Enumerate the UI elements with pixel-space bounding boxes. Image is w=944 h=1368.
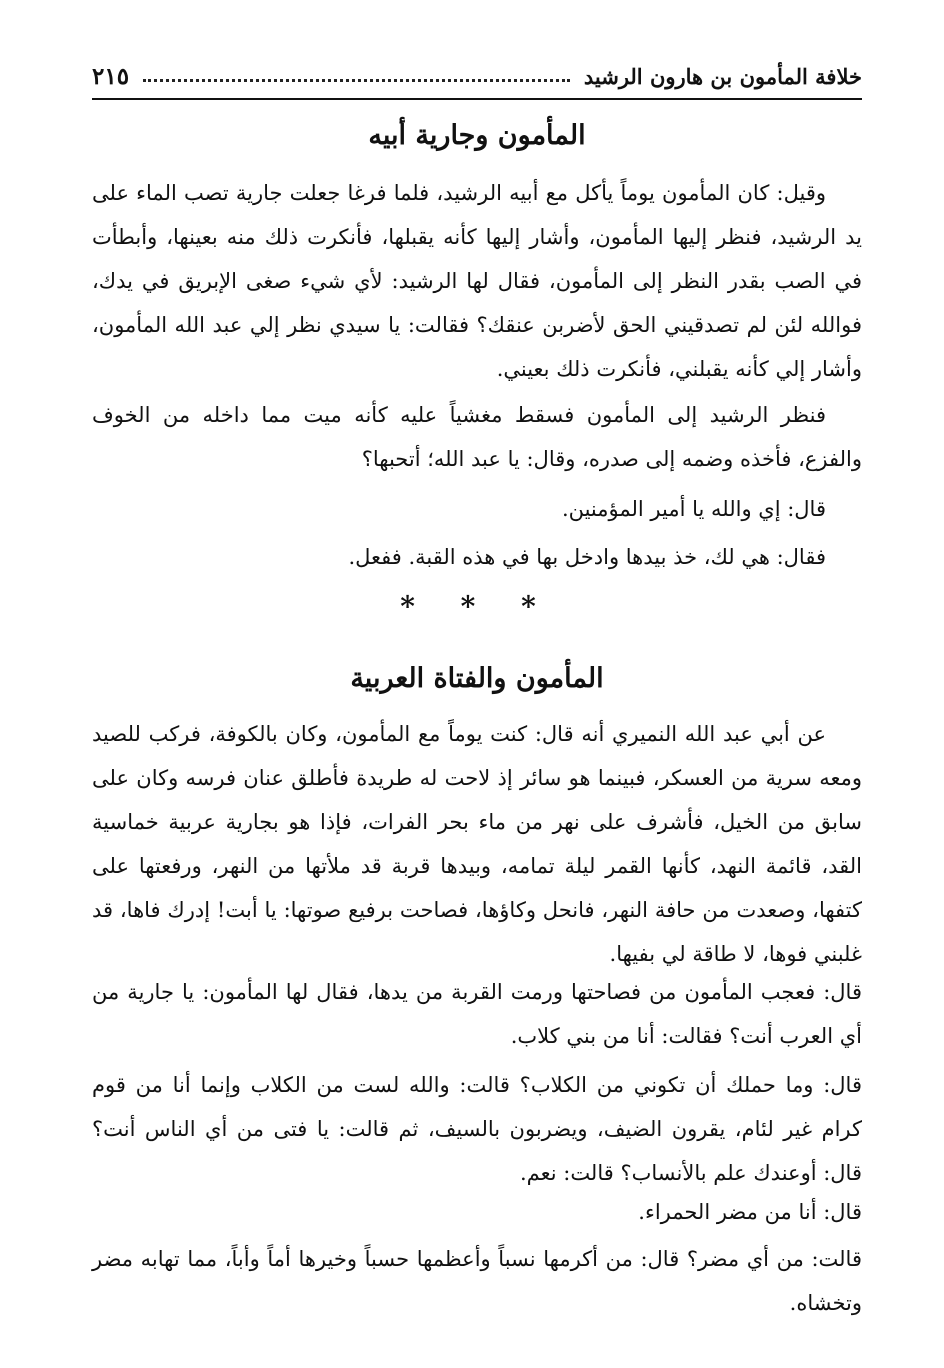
paragraph: قال: فعجب المأمون من فصاحتها ورمت القربة من يدها، فقال لها المأمون: يا جارية من أي العرب أنت؟ فقالت: أنا من بني كلاب. [92, 980, 862, 1048]
paragraph: وقيل: كان المأمون يوماً يأكل مع أبيه الرشيد، فلما فرغا جعلت جارية تصب الماء على يد الرشيد، فنظر إليها المأمون، وأشار إليها كأنه يقبلها، فأنكرت ذلك منه بعينها، وأبطأت في الصب بقدر النظر إلى المأمون، فقال لها الرشيد: لأي شيء صغى الإبريق في يدك، فوالله لئن لم تصدقيني الحق لأضربن عنقك؟ فقالت: يا سيدي نظر إلي عبد الله المأمون، وأشار إلي كأنه يقبلني، فأنكرت ذلك بعيني. [92, 181, 862, 381]
paragraph: عن أبي عبد الله النميري أنه قال: كنت يوماً مع المأمون، وكان بالكوفة، فركب للصيد ومعه سرية من العسكر، فبينما هو سائر إذ لاحت له طريدة فأطلق عنان فرسه وكان على سابق من الخيل، فأشرف على نهر من ماء بحر الفرات، فإذا هو بجارية عربية خماسية القد، قائمة النهد، كأنها القمر ليلة تمامه، وبيدها قربة قد ملأتها من النهر، ورفعتها على كتفها، وصعدت من حافة النهر، فانحل وكاؤها، فصاحت برفيع صوتها: يا أبت! إدرك فاها، قد غلبني فوها، لا طاقة لي بفيها. [92, 722, 862, 966]
paragraph: قال: وما حملك أن تكوني من الكلاب؟ قالت: والله لست من الكلاب وإنما أنا من قوم كرام غير لئام، يقرون الضيف، ويضربون بالسيف، ثم قالت: يا فتى من أي الناس أنت؟ قال: أوعندك علم بالأنساب؟ قالت: نعم. [92, 1073, 862, 1185]
paragraph: قال: أنا من مضر الحمراء. [638, 1200, 862, 1224]
section-title-mamun-and-fathers-slave-girl: المأمون وجارية أبيه [368, 120, 586, 151]
paragraph: قالت: من أي مضر؟ قال: من أكرمها نسباً وأعظمها حسباً وخيرها أماً وأباً، مما تهابه مضر وتخشاه. [92, 1247, 862, 1315]
page-number: ٢١٥ [92, 62, 130, 90]
paragraph: فنظر الرشيد إلى المأمون فسقط مغشياً عليه كأنه ميت مما داخله من الخوف والفزع، فأخذه وضمه إلى صدره، وقال: يا عبد الله؛ أتحبها؟ [92, 403, 862, 471]
paragraph: قال: إي والله يا أمير المؤمنين. [561, 497, 826, 521]
running-title: خلافة المأمون بن هارون الرشيد [583, 63, 862, 89]
dotted-leader [143, 79, 570, 82]
paragraph: فقال: هي لك، خذ بيدها وادخل بها في هذه القبة. ففعل. [348, 545, 826, 569]
section-separator: * * * [400, 590, 554, 623]
running-header [92, 54, 862, 100]
section-title-mamun-and-arab-girl: المأمون والفتاة العربية [350, 663, 604, 694]
